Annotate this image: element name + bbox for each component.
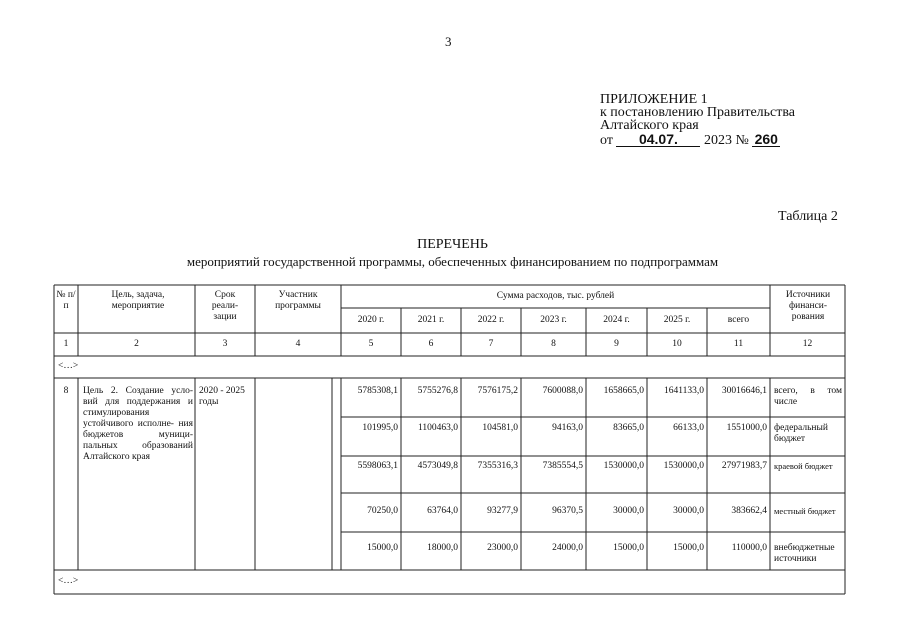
col-number: 9 [614,339,619,349]
header-total: всего [727,315,750,325]
col-number: 8 [551,339,556,349]
table-cell: 27971983,7 [721,461,767,471]
appendix-line3: Алтайского края [600,118,699,133]
table-cell: 1530000,0 [663,461,704,471]
source-cell: федеральный бюджет [774,423,828,444]
page-number: 3 [445,34,452,49]
table-cell: 18000,0 [427,543,458,553]
document-subtitle: мероприятий государственной программы, обеспеченных финансированием по подпрограммам [186,254,719,269]
col-number: 12 [802,339,813,349]
table-label: Таблица 2 [778,209,838,224]
table-cell: 5755276,8 [417,386,458,396]
date-value: 04.07. [616,132,700,147]
table-cell: 1641133,0 [663,386,704,396]
header-year-2023: 2023 г. [540,315,567,325]
table-cell: 110000,0 [731,543,767,553]
header-year-2020: 2020 г. [357,315,385,325]
ellipsis-row-bottom: <…> [58,576,79,586]
table-cell: 96370,5 [552,506,583,516]
header-year-2025: 2025 г. [663,315,691,325]
table-cell: 383662,4 [731,506,767,516]
col-number: 7 [488,339,494,349]
header-sum: Сумма расходов, тыс. рублей [496,291,615,301]
table-cell: 7355316,3 [477,461,518,471]
source-cell: внебюджетные источники [774,543,835,564]
date-year: 2023 № [703,133,749,148]
col-number: 3 [222,339,228,349]
table-cell: 23000,0 [487,543,518,553]
table-cell: 5598063,1 [357,461,398,471]
header-goal: Цель, задача, мероприятие [111,290,165,311]
table-cell: 24000,0 [552,543,583,553]
table-cell: 30000,0 [673,506,704,516]
table-cell: 15000,0 [367,543,398,553]
header-num: № п/п [56,290,76,311]
table-cell: 70250,0 [367,506,398,516]
source-cell: местный бюджет [774,506,836,516]
header-year-2024: 2024 г. [603,315,630,325]
table-cell: 66133,0 [673,423,704,433]
table-cell: 1658665,0 [603,386,644,396]
table-cell: 83665,0 [613,423,644,433]
ellipsis-row-top: <…> [58,361,79,371]
date-prefix: от [600,133,613,148]
table-cell: 30000,0 [613,506,644,516]
source-cell: всего, в том числе [774,386,842,407]
appendix-line2: к постановлению Правительства [600,105,796,120]
document-title: ПЕРЕЧЕНЬ [417,237,488,252]
table-cell: 7576175,2 [477,386,518,396]
table-cell: 93277,9 [487,506,518,516]
table-cell: 94163,0 [552,423,583,433]
entry-term: 2020 - 2025 годы [199,386,245,407]
table-cell: 1530000,0 [603,461,644,471]
table-cell: 7385554,5 [542,461,583,471]
header-term: Срок реали- зации [211,290,239,322]
col-number: 11 [733,339,744,349]
table-cell: 15000,0 [673,543,704,553]
table-cell: 1551000,0 [726,423,767,433]
col-number: 1 [63,339,69,349]
table-cell: 101995,0 [362,423,398,433]
header-sources: Источники финанси- рования [785,290,831,322]
header-year-2022: 2022 г. [477,315,505,325]
table-cell: 1100463,0 [417,423,458,433]
table-cell: 15000,0 [613,543,644,553]
decree-number: 260 [752,132,780,147]
header-participant: Участник программы [275,290,321,311]
header-year-2021: 2021 г. [417,315,445,325]
col-number: 5 [368,339,374,349]
entry-goal: Цель 2. Создание усло- вий для поддержания и стимулирования устойчивого исполне- ния бюджетов муници- пальных образований Алтайского края [83,386,193,462]
table-cell: 30016646,1 [721,386,767,396]
entry-num: 8 [63,386,69,396]
table-cell: 7600088,0 [542,386,583,396]
table-cell: 4573049,8 [417,461,458,471]
table-cell: 104581,0 [482,423,518,433]
table-cell: 5785308,1 [357,386,398,396]
appendix-title: ПРИЛОЖЕНИЕ 1 [600,92,708,107]
col-number: 4 [295,339,301,349]
table-cell: 63764,0 [427,506,458,516]
col-number: 2 [134,339,139,349]
col-number: 10 [672,339,682,349]
source-cell: краевой бюджет [774,461,833,471]
col-number: 6 [428,339,434,349]
